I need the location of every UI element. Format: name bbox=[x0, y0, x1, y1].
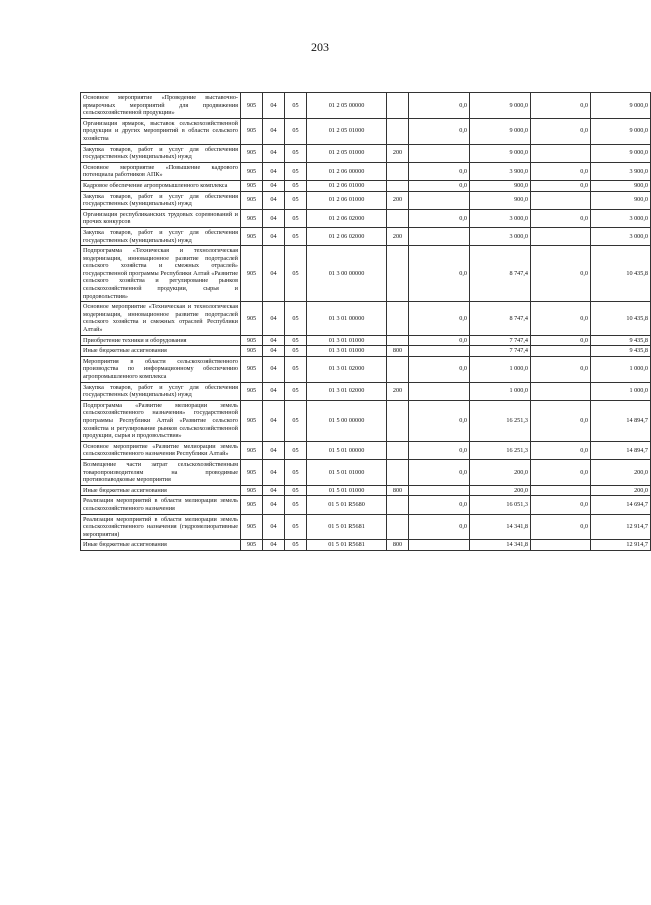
row-amount-3: 0,0 bbox=[531, 514, 591, 540]
row-target-article: 01 3 00 00000 bbox=[307, 246, 387, 302]
row-expense-type bbox=[387, 496, 409, 514]
row-grbs: 905 bbox=[241, 227, 263, 245]
table-row bbox=[81, 496, 651, 514]
row-amount-1: 0,0 bbox=[409, 356, 470, 382]
row-section: 04 bbox=[263, 191, 285, 209]
row-grbs: 905 bbox=[241, 496, 263, 514]
row-grbs: 905 bbox=[241, 346, 263, 357]
row-name: Подпрограмма «Развитие мелиорации земель сельскохозяйственного назначения» государственной программы Республики Алтай «Развитие сельского хозяйства и регулирование рынков сельскохозяйственной продукции, сырья и продовольствия» bbox=[81, 400, 241, 441]
row-amount-3: 0,0 bbox=[531, 441, 591, 459]
row-target-article: 01 3 01 01000 bbox=[307, 335, 387, 346]
row-section: 04 bbox=[263, 514, 285, 540]
table-row bbox=[81, 514, 651, 540]
row-grbs: 905 bbox=[241, 356, 263, 382]
row-expense-type bbox=[387, 162, 409, 180]
row-expense-type bbox=[387, 356, 409, 382]
row-target-article: 01 3 01 00000 bbox=[307, 302, 387, 335]
row-subsection: 05 bbox=[285, 485, 307, 496]
row-amount-3 bbox=[531, 540, 591, 551]
row-amount-3: 0,0 bbox=[531, 400, 591, 441]
row-amount-2: 900,0 bbox=[470, 180, 531, 191]
row-section: 04 bbox=[263, 302, 285, 335]
row-subsection: 05 bbox=[285, 356, 307, 382]
row-amount-3: 0,0 bbox=[531, 209, 591, 227]
row-subsection: 05 bbox=[285, 227, 307, 245]
row-expense-type: 800 bbox=[387, 346, 409, 357]
row-amount-2: 9 000,0 bbox=[470, 93, 531, 119]
row-grbs: 905 bbox=[241, 335, 263, 346]
row-amount-3: 0,0 bbox=[531, 335, 591, 346]
row-target-article: 01 5 01 01000 bbox=[307, 485, 387, 496]
row-target-article: 01 5 01 R5681 bbox=[307, 514, 387, 540]
row-expense-type bbox=[387, 514, 409, 540]
table-row bbox=[81, 227, 651, 245]
row-amount-3: 0,0 bbox=[531, 356, 591, 382]
row-amount-1: 0,0 bbox=[409, 441, 470, 459]
row-section: 04 bbox=[263, 356, 285, 382]
row-name: Возмещение части затрат сельскохозяйственным товаропроизводителям на проводимые противопаводковые мероприятия bbox=[81, 459, 241, 485]
row-expense-type bbox=[387, 180, 409, 191]
row-amount-4: 200,0 bbox=[591, 485, 651, 496]
row-amount-2: 3 900,0 bbox=[470, 162, 531, 180]
row-name: Организация ярмарок, выставок сельскохозяйственной продукции и других мероприятий в области сельского хозяйства bbox=[81, 118, 241, 144]
row-subsection: 05 bbox=[285, 191, 307, 209]
row-amount-4: 9 000,0 bbox=[591, 118, 651, 144]
row-section: 04 bbox=[263, 227, 285, 245]
table-row bbox=[81, 335, 651, 346]
row-subsection: 05 bbox=[285, 400, 307, 441]
row-amount-1 bbox=[409, 227, 470, 245]
row-amount-2: 7 747,4 bbox=[470, 335, 531, 346]
row-expense-type bbox=[387, 93, 409, 119]
row-grbs: 905 bbox=[241, 191, 263, 209]
row-section: 04 bbox=[263, 346, 285, 357]
row-grbs: 905 bbox=[241, 400, 263, 441]
row-amount-4: 1 000,0 bbox=[591, 356, 651, 382]
row-name: Основное мероприятие «Проведение выставочно-ярмарочных мероприятий для продвижения сельскохозяйственной продукции» bbox=[81, 93, 241, 119]
row-amount-2: 16 051,3 bbox=[470, 496, 531, 514]
row-amount-4: 900,0 bbox=[591, 180, 651, 191]
row-subsection: 05 bbox=[285, 441, 307, 459]
row-amount-4: 14 894,7 bbox=[591, 400, 651, 441]
row-subsection: 05 bbox=[285, 118, 307, 144]
row-subsection: 05 bbox=[285, 93, 307, 119]
row-target-article: 01 3 01 02000 bbox=[307, 382, 387, 400]
row-name: Основное мероприятие «Повышение кадрового потенциала работников АПК» bbox=[81, 162, 241, 180]
row-target-article: 01 5 01 R5680 bbox=[307, 496, 387, 514]
row-amount-1: 0,0 bbox=[409, 246, 470, 302]
row-grbs: 905 bbox=[241, 382, 263, 400]
row-section: 04 bbox=[263, 144, 285, 162]
table-row bbox=[81, 441, 651, 459]
budget-table bbox=[80, 92, 651, 551]
row-amount-2: 3 000,0 bbox=[470, 209, 531, 227]
row-name: Иные бюджетные ассигнования bbox=[81, 346, 241, 357]
row-expense-type: 200 bbox=[387, 382, 409, 400]
row-amount-4: 3 900,0 bbox=[591, 162, 651, 180]
row-grbs: 905 bbox=[241, 93, 263, 119]
row-amount-4: 12 914,7 bbox=[591, 540, 651, 551]
row-amount-1: 0,0 bbox=[409, 514, 470, 540]
row-target-article: 01 2 05 00000 bbox=[307, 93, 387, 119]
row-subsection: 05 bbox=[285, 382, 307, 400]
row-amount-4: 1 000,0 bbox=[591, 382, 651, 400]
row-name: Организация республиканских трудовых соревнований и прочих конкурсов bbox=[81, 209, 241, 227]
row-target-article: 01 2 05 01000 bbox=[307, 144, 387, 162]
row-amount-4: 200,0 bbox=[591, 459, 651, 485]
row-name: Иные бюджетные ассигнования bbox=[81, 485, 241, 496]
row-amount-3: 0,0 bbox=[531, 246, 591, 302]
row-amount-1: 0,0 bbox=[409, 162, 470, 180]
row-amount-1 bbox=[409, 540, 470, 551]
row-name: Реализация мероприятий в области мелиорации земель сельскохозяйственного назначения bbox=[81, 496, 241, 514]
row-amount-4: 10 435,8 bbox=[591, 302, 651, 335]
table-row bbox=[81, 162, 651, 180]
row-amount-1: 0,0 bbox=[409, 400, 470, 441]
row-amount-1 bbox=[409, 382, 470, 400]
row-subsection: 05 bbox=[285, 540, 307, 551]
row-amount-1 bbox=[409, 346, 470, 357]
row-section: 04 bbox=[263, 485, 285, 496]
table-row bbox=[81, 209, 651, 227]
row-amount-2: 7 747,4 bbox=[470, 346, 531, 357]
row-amount-2: 200,0 bbox=[470, 459, 531, 485]
row-section: 04 bbox=[263, 209, 285, 227]
table-row bbox=[81, 180, 651, 191]
row-target-article: 01 2 06 01000 bbox=[307, 191, 387, 209]
row-amount-4: 3 000,0 bbox=[591, 209, 651, 227]
row-grbs: 905 bbox=[241, 246, 263, 302]
row-target-article: 01 2 05 01000 bbox=[307, 118, 387, 144]
row-target-article: 01 2 06 02000 bbox=[307, 209, 387, 227]
row-subsection: 05 bbox=[285, 209, 307, 227]
row-section: 04 bbox=[263, 459, 285, 485]
row-grbs: 905 bbox=[241, 209, 263, 227]
row-name: Приобретение техники и оборудования bbox=[81, 335, 241, 346]
row-expense-type: 200 bbox=[387, 227, 409, 245]
table-row bbox=[81, 346, 651, 357]
row-amount-2: 16 251,3 bbox=[470, 400, 531, 441]
row-subsection: 05 bbox=[285, 459, 307, 485]
row-subsection: 05 bbox=[285, 144, 307, 162]
row-amount-1: 0,0 bbox=[409, 496, 470, 514]
row-amount-2: 9 000,0 bbox=[470, 118, 531, 144]
row-amount-2: 16 251,3 bbox=[470, 441, 531, 459]
row-expense-type bbox=[387, 335, 409, 346]
row-amount-1: 0,0 bbox=[409, 118, 470, 144]
row-subsection: 05 bbox=[285, 246, 307, 302]
row-amount-1: 0,0 bbox=[409, 459, 470, 485]
row-subsection: 05 bbox=[285, 302, 307, 335]
row-section: 04 bbox=[263, 496, 285, 514]
row-amount-4: 9 000,0 bbox=[591, 93, 651, 119]
row-name: Кадровое обеспечение агропромышленного комплекса bbox=[81, 180, 241, 191]
row-amount-2: 8 747,4 bbox=[470, 246, 531, 302]
page-number: 203 bbox=[311, 40, 329, 54]
row-name: Иные бюджетные ассигнования bbox=[81, 540, 241, 551]
row-expense-type bbox=[387, 459, 409, 485]
row-amount-1: 0,0 bbox=[409, 93, 470, 119]
row-target-article: 01 3 01 01000 bbox=[307, 346, 387, 357]
row-expense-type: 800 bbox=[387, 485, 409, 496]
row-amount-4: 3 000,0 bbox=[591, 227, 651, 245]
table-row bbox=[81, 459, 651, 485]
row-amount-3: 0,0 bbox=[531, 302, 591, 335]
row-amount-3: 0,0 bbox=[531, 93, 591, 119]
table-row bbox=[81, 485, 651, 496]
row-amount-2: 8 747,4 bbox=[470, 302, 531, 335]
row-amount-3 bbox=[531, 191, 591, 209]
row-amount-3: 0,0 bbox=[531, 118, 591, 144]
row-name: Закупка товаров, работ и услуг для обеспечения государственных (муниципальных) нужд bbox=[81, 191, 241, 209]
row-section: 04 bbox=[263, 335, 285, 346]
row-expense-type bbox=[387, 441, 409, 459]
table-row bbox=[81, 382, 651, 400]
row-subsection: 05 bbox=[285, 162, 307, 180]
row-target-article: 01 5 00 00000 bbox=[307, 400, 387, 441]
row-expense-type bbox=[387, 118, 409, 144]
table-row bbox=[81, 356, 651, 382]
row-grbs: 905 bbox=[241, 118, 263, 144]
row-name: Закупка товаров, работ и услуг для обеспечения государственных (муниципальных) нужд bbox=[81, 144, 241, 162]
row-amount-3 bbox=[531, 485, 591, 496]
row-amount-2: 9 000,0 bbox=[470, 144, 531, 162]
row-amount-4: 10 435,8 bbox=[591, 246, 651, 302]
row-grbs: 905 bbox=[241, 485, 263, 496]
row-grbs: 905 bbox=[241, 441, 263, 459]
row-section: 04 bbox=[263, 162, 285, 180]
table-row bbox=[81, 246, 651, 302]
table-row bbox=[81, 400, 651, 441]
row-name: Закупка товаров, работ и услуг для обеспечения государственных (муниципальных) нужд bbox=[81, 227, 241, 245]
row-amount-1: 0,0 bbox=[409, 335, 470, 346]
row-grbs: 905 bbox=[241, 144, 263, 162]
row-amount-4: 9 435,8 bbox=[591, 346, 651, 357]
row-amount-2: 1 000,0 bbox=[470, 356, 531, 382]
table-row bbox=[81, 191, 651, 209]
row-amount-2: 3 000,0 bbox=[470, 227, 531, 245]
row-amount-3 bbox=[531, 382, 591, 400]
row-amount-1: 0,0 bbox=[409, 180, 470, 191]
row-amount-1: 0,0 bbox=[409, 302, 470, 335]
row-amount-2: 14 341,8 bbox=[470, 540, 531, 551]
row-amount-2: 1 000,0 bbox=[470, 382, 531, 400]
row-section: 04 bbox=[263, 93, 285, 119]
row-section: 04 bbox=[263, 540, 285, 551]
row-target-article: 01 2 06 02000 bbox=[307, 227, 387, 245]
row-section: 04 bbox=[263, 441, 285, 459]
row-name: Основное мероприятие «Техническая и технологическая модернизация, инновационное развитие подотраслей сельского хозяйства и смежных отраслей Республики Алтай» bbox=[81, 302, 241, 335]
row-section: 04 bbox=[263, 118, 285, 144]
row-subsection: 05 bbox=[285, 335, 307, 346]
row-name: Подпрограмма «Техническая и технологическая модернизация, инновационное развитие подотраслей сельского хозяйства и смежных отраслей» государственной программы Республики Алтай «Развитие сельского хозяйства и регулирование рынков сельскохозяйственной продукции, сырья и продовольствия» bbox=[81, 246, 241, 302]
row-target-article: 01 5 01 01000 bbox=[307, 459, 387, 485]
row-expense-type: 200 bbox=[387, 144, 409, 162]
row-section: 04 bbox=[263, 400, 285, 441]
row-amount-4: 9 000,0 bbox=[591, 144, 651, 162]
row-amount-3: 0,0 bbox=[531, 459, 591, 485]
row-amount-4: 9 435,8 bbox=[591, 335, 651, 346]
row-target-article: 01 3 01 02000 bbox=[307, 356, 387, 382]
row-target-article: 01 2 06 01000 bbox=[307, 180, 387, 191]
row-amount-3: 0,0 bbox=[531, 180, 591, 191]
row-expense-type: 200 bbox=[387, 191, 409, 209]
row-amount-3 bbox=[531, 227, 591, 245]
row-amount-4: 12 914,7 bbox=[591, 514, 651, 540]
row-amount-3 bbox=[531, 346, 591, 357]
row-grbs: 905 bbox=[241, 302, 263, 335]
row-grbs: 905 bbox=[241, 540, 263, 551]
table-body bbox=[81, 93, 651, 551]
row-name: Мероприятия в области сельскохозяйственного производства по информационному обеспечению агропромышленного комплекса bbox=[81, 356, 241, 382]
row-grbs: 905 bbox=[241, 162, 263, 180]
row-amount-3: 0,0 bbox=[531, 496, 591, 514]
row-amount-2: 900,0 bbox=[470, 191, 531, 209]
row-subsection: 05 bbox=[285, 346, 307, 357]
row-amount-3 bbox=[531, 144, 591, 162]
row-amount-2: 200,0 bbox=[470, 485, 531, 496]
table-row bbox=[81, 118, 651, 144]
row-amount-1 bbox=[409, 191, 470, 209]
row-section: 04 bbox=[263, 382, 285, 400]
row-amount-4: 900,0 bbox=[591, 191, 651, 209]
row-expense-type: 800 bbox=[387, 540, 409, 551]
row-amount-2: 14 341,8 bbox=[470, 514, 531, 540]
row-section: 04 bbox=[263, 180, 285, 191]
row-expense-type bbox=[387, 209, 409, 227]
row-expense-type bbox=[387, 246, 409, 302]
row-subsection: 05 bbox=[285, 180, 307, 191]
row-name: Реализация мероприятий в области мелиорации земель сельскохозяйственного назначения (гидромелиоративные мероприятия) bbox=[81, 514, 241, 540]
row-section: 04 bbox=[263, 246, 285, 302]
row-amount-3: 0,0 bbox=[531, 162, 591, 180]
row-name: Закупка товаров, работ и услуг для обеспечения государственных (муниципальных) нужд bbox=[81, 382, 241, 400]
row-amount-1 bbox=[409, 144, 470, 162]
row-target-article: 01 5 01 R5681 bbox=[307, 540, 387, 551]
table-row bbox=[81, 93, 651, 119]
row-amount-4: 14 894,7 bbox=[591, 441, 651, 459]
table-row bbox=[81, 540, 651, 551]
row-subsection: 05 bbox=[285, 496, 307, 514]
row-expense-type bbox=[387, 400, 409, 441]
row-target-article: 01 2 06 00000 bbox=[307, 162, 387, 180]
table-row bbox=[81, 144, 651, 162]
row-target-article: 01 5 01 00000 bbox=[307, 441, 387, 459]
table-row bbox=[81, 302, 651, 335]
row-amount-1 bbox=[409, 485, 470, 496]
row-grbs: 905 bbox=[241, 514, 263, 540]
row-subsection: 05 bbox=[285, 514, 307, 540]
row-amount-4: 14 694,7 bbox=[591, 496, 651, 514]
row-expense-type bbox=[387, 302, 409, 335]
row-grbs: 905 bbox=[241, 459, 263, 485]
row-grbs: 905 bbox=[241, 180, 263, 191]
row-name: Основное мероприятие «Развитие мелиорации земель сельскохозяйственного назначения Республики Алтай» bbox=[81, 441, 241, 459]
row-amount-1: 0,0 bbox=[409, 209, 470, 227]
